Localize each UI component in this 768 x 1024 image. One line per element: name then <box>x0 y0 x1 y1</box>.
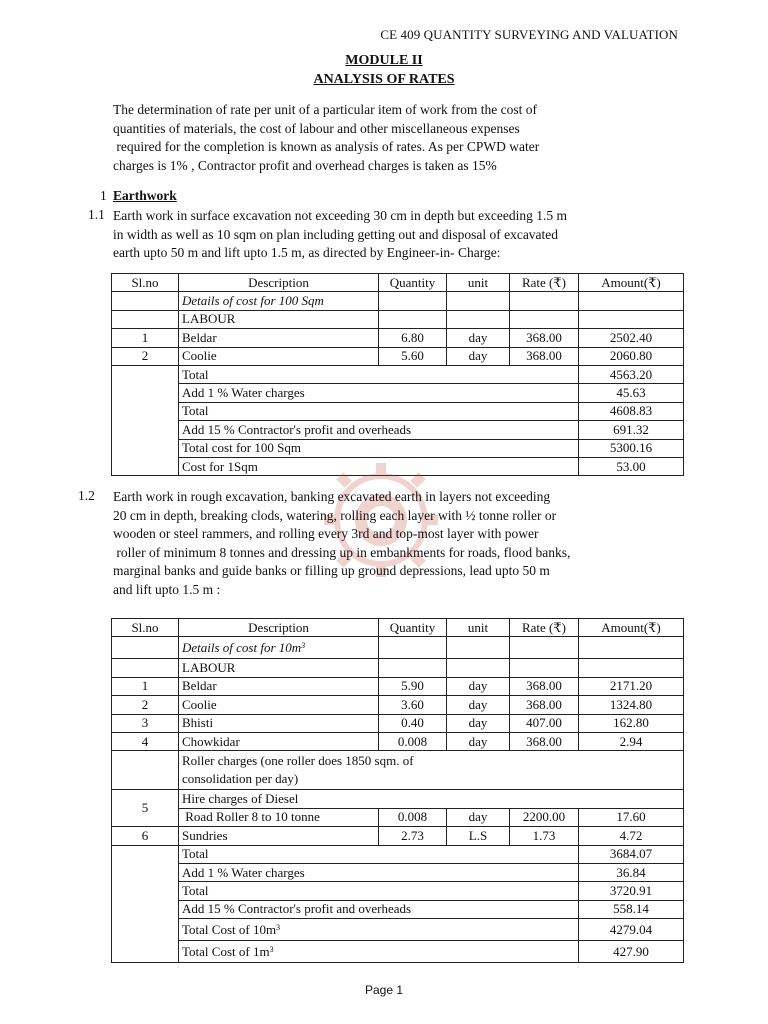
cell-rate: 368.00 <box>510 329 579 347</box>
col-header-quantity: Quantity <box>379 274 447 292</box>
cell-slno: 1 <box>112 329 179 347</box>
section-title: Earthwork <box>113 188 177 203</box>
cell-description: Coolie <box>179 347 379 365</box>
cell-rate: 1.73 <box>510 827 579 845</box>
labour-label: LABOUR <box>179 659 379 677</box>
total-1-label: Total Cost of 1m <box>182 943 270 959</box>
summary-row <box>112 845 684 863</box>
cell-rate: 368.00 <box>510 696 579 714</box>
table-row <box>112 637 684 659</box>
summary-label: Total <box>179 882 579 900</box>
cell-amount: 1324.80 <box>579 696 684 714</box>
table-row <box>112 696 684 714</box>
subsection-line: in width as well as 10 sqm on plan including getting out and disposal of excavated <box>113 226 559 242</box>
cell-quantity: 0.40 <box>379 714 447 732</box>
cell-slno: 3 <box>112 714 179 732</box>
cell-amount: 17.60 <box>579 808 684 826</box>
table-row <box>112 310 684 328</box>
intro-line: required for the completion is known as analysis of rates. As per CPWD water <box>113 139 540 154</box>
cell-rate: 368.00 <box>510 732 579 750</box>
roller-note <box>179 751 684 790</box>
summary-label <box>179 941 579 963</box>
cell-description: Beldar <box>179 329 379 347</box>
details-label <box>179 637 379 659</box>
subsection-text <box>113 207 653 263</box>
cell-quantity: 5.60 <box>379 347 447 365</box>
table-row <box>112 751 684 790</box>
cell-description: Chowkidar <box>179 732 379 750</box>
details-label: Details of cost for 100 Sqm <box>179 292 379 310</box>
cell-quantity: 0.008 <box>379 732 447 750</box>
table-row <box>112 292 684 310</box>
subsection-text <box>113 488 653 599</box>
subsection-line: Earth work in surface excavation not exceeding 30 cm in depth but exceeding 1.5 m <box>113 208 567 223</box>
cell-description: Bhisti <box>179 714 379 732</box>
subsection-line: 20 cm in depth, breaking clods, watering, rolling each layer with ½ tonne roller or <box>113 507 557 523</box>
summary-amount: 45.63 <box>579 384 684 402</box>
col-header-amount: Amount(₹) <box>579 619 684 637</box>
summary-label: Total cost for 100 Sqm <box>179 439 579 457</box>
col-header-amount: Amount(₹) <box>579 274 684 292</box>
summary-row <box>112 421 684 439</box>
labour-label: LABOUR <box>179 310 379 328</box>
summary-row <box>112 882 684 900</box>
table-row <box>112 329 684 347</box>
summary-row <box>112 900 684 918</box>
table-row <box>112 808 684 826</box>
table-row <box>112 677 684 695</box>
cell-quantity: 0.008 <box>379 808 447 826</box>
summary-amount: 3720.91 <box>579 882 684 900</box>
cell-slno: 5 <box>112 790 179 827</box>
cell-unit: day <box>447 677 510 695</box>
subsection-line: Earth work in rough excavation, banking excavated earth in layers not exceeding <box>113 489 551 504</box>
cell-amount: 2060.80 <box>579 347 684 365</box>
subsection-number: 1.2 <box>78 488 95 503</box>
total-1-sup: 3 <box>269 944 274 954</box>
summary-amount: 691.32 <box>579 421 684 439</box>
table-row <box>112 732 684 750</box>
cell-unit: day <box>447 329 510 347</box>
cell-unit: L.S <box>447 827 510 845</box>
intro-paragraph <box>113 101 653 175</box>
summary-label: Total <box>179 845 579 863</box>
intro-line: charges is 1% , Contractor profit and overhead charges is taken as 15% <box>113 157 497 173</box>
summary-amount: 4608.83 <box>579 402 684 420</box>
col-header-description: Description <box>179 274 379 292</box>
cell-rate: 407.00 <box>510 714 579 732</box>
details-text: Details of cost for 10m <box>182 639 302 655</box>
subsection-line: wooden or steel rammers, and rolling every 3rd and top-most layer with power <box>113 526 539 541</box>
course-header: CE 409 QUANTITY SURVEYING AND VALUATION <box>380 27 678 42</box>
cell-amount: 2.94 <box>579 732 684 750</box>
cell-quantity: 5.90 <box>379 677 447 695</box>
cell-amount: 2171.20 <box>579 677 684 695</box>
summary-amount: 427.90 <box>579 941 684 963</box>
table-header-row <box>112 619 684 637</box>
total-10-label: Total Cost of 10m <box>182 921 277 937</box>
cell-rate: 368.00 <box>510 347 579 365</box>
table-row <box>112 790 684 808</box>
cell-description: Sundries <box>179 827 379 845</box>
summary-amount: 4279.04 <box>579 919 684 941</box>
summary-amount: 4563.20 <box>579 365 684 383</box>
summary-row <box>112 863 684 881</box>
cell-amount: 2502.40 <box>579 329 684 347</box>
cell-rate: 2200.00 <box>510 808 579 826</box>
cell-description: Road Roller 8 to 10 tonne <box>179 808 379 826</box>
cell-slno: 2 <box>112 696 179 714</box>
cell-slno: 6 <box>112 827 179 845</box>
col-header-unit: unit <box>447 619 510 637</box>
cell-unit: day <box>447 808 510 826</box>
col-header-unit: unit <box>447 274 510 292</box>
col-header-quantity: Quantity <box>379 619 447 637</box>
cell-description: Beldar <box>179 677 379 695</box>
summary-row <box>112 384 684 402</box>
cell-quantity: 3.60 <box>379 696 447 714</box>
subsection-line: roller of minimum 8 tonnes and dressing up in embankments for roads, flood banks, <box>113 544 571 560</box>
cell-unit: day <box>447 714 510 732</box>
total-10-sup: 3 <box>276 922 281 932</box>
col-header-rate: Rate (₹) <box>510 619 579 637</box>
roller-note-line: consolidation per day) <box>182 771 299 787</box>
cell-unit: day <box>447 732 510 750</box>
summary-amount: 36.84 <box>579 863 684 881</box>
subsection-line: marginal banks and guide banks or filling up ground depressions, lead upto 50 m <box>113 563 550 578</box>
summary-label: Total <box>179 402 579 420</box>
table-row <box>112 714 684 732</box>
subsection-line: and lift upto 1.5 m : <box>113 581 221 597</box>
summary-label: Add 15 % Contractor's profit and overheads <box>179 421 579 439</box>
cell-unit: day <box>447 696 510 714</box>
cell-slno: 1 <box>112 677 179 695</box>
summary-row <box>112 941 684 963</box>
cell-amount: 162.80 <box>579 714 684 732</box>
summary-row <box>112 919 684 941</box>
table-row <box>112 827 684 845</box>
intro-line: quantities of materials, the cost of labour and other miscellaneous expenses <box>113 120 520 136</box>
cell-quantity: 6.80 <box>379 329 447 347</box>
summary-label: Add 15 % Contractor's profit and overheads <box>179 900 579 918</box>
roller-note-line: Roller charges (one roller does 1850 sqm. of <box>182 753 414 769</box>
subsection-line: earth upto 50 m and lift upto 1.5 m, as directed by Engineer-in- Charge: <box>113 245 501 260</box>
cell-rate: 368.00 <box>510 677 579 695</box>
intro-line: The determination of rate per unit of a particular item of work from the cost of <box>113 102 537 117</box>
summary-label: Total <box>179 365 579 383</box>
summary-label: Add 1 % Water charges <box>179 863 579 881</box>
summary-label: Add 1 % Water charges <box>179 384 579 402</box>
col-header-rate: Rate (₹) <box>510 274 579 292</box>
cell-slno: 2 <box>112 347 179 365</box>
section-number: 1 <box>100 188 107 203</box>
summary-amount: 558.14 <box>579 900 684 918</box>
rate-analysis-table-2 <box>111 618 684 963</box>
col-header-description: Description <box>179 619 379 637</box>
rate-analysis-table-1 <box>111 273 684 476</box>
table-row <box>112 347 684 365</box>
subsection-number: 1.1 <box>88 207 105 222</box>
table-row <box>112 659 684 677</box>
cell-quantity: 2.73 <box>379 827 447 845</box>
col-header-slno: Sl.no <box>112 274 179 292</box>
summary-row <box>112 365 684 383</box>
cell-unit: day <box>447 347 510 365</box>
cell-slno: 4 <box>112 732 179 750</box>
cell-description: Hire charges of Diesel <box>179 790 684 808</box>
page-title: ANALYSIS OF RATES <box>313 72 455 87</box>
cell-description: Coolie <box>179 696 379 714</box>
summary-amount: 53.00 <box>579 457 684 475</box>
summary-label <box>179 919 579 941</box>
summary-label: Cost for 1Sqm <box>179 457 579 475</box>
summary-amount: 5300.16 <box>579 439 684 457</box>
module-title: MODULE II <box>345 53 423 68</box>
summary-row <box>112 402 684 420</box>
summary-amount: 3684.07 <box>579 845 684 863</box>
page-number: Page 1 <box>364 983 404 997</box>
cell-amount: 4.72 <box>579 827 684 845</box>
table-header-row <box>112 274 684 292</box>
col-header-slno: Sl.no <box>112 619 179 637</box>
details-sup: 3 <box>301 640 306 650</box>
